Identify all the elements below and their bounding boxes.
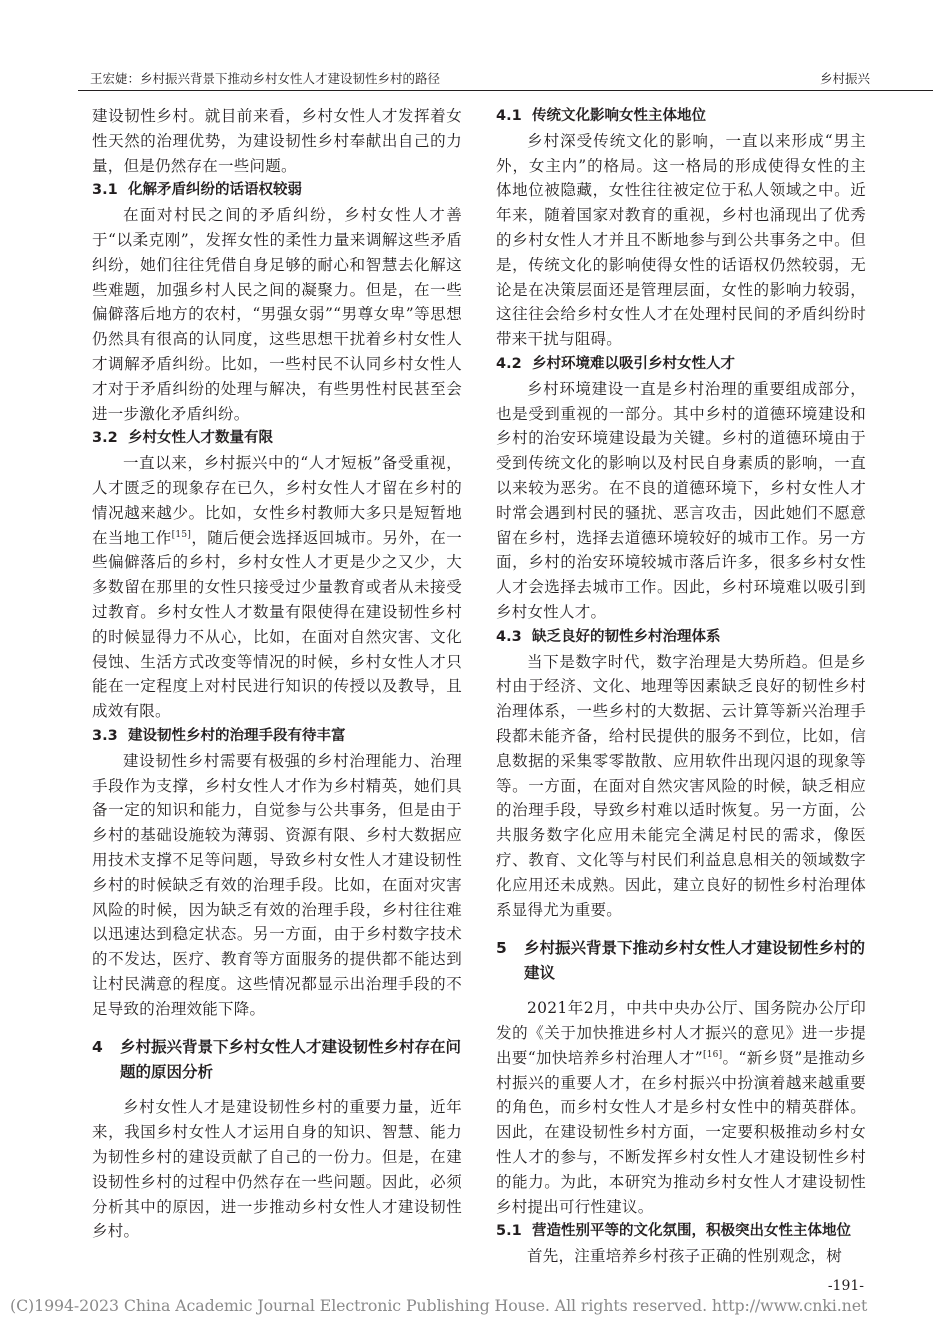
- section-number: 5.1: [496, 1223, 522, 1240]
- section-title: 建设韧性乡村的治理手段有待丰富: [128, 727, 346, 744]
- header-rule: [78, 90, 933, 91]
- paragraph-text: 一直以来，乡村振兴中的“人才短板”备受重视，人才匮乏的现象存在已久，乡村女性人才留在乡村的情况越来越少。比如，女性乡村教师大多只是短暂地在当地工作: [92, 454, 462, 547]
- section-3-3-paragraph: 建设韧性乡村需要有极强的乡村治理能力、治理手段作为支撑，乡村女性人才作为乡村精英，她们具备一定的知识和能力，自觉参与公共事务，但是由于乡村的基础设施较为薄弱、资源有限、乡村大数据应用技术支撑不足等问题，导致乡村女性人才建设韧性乡村的时候缺乏有效的治理手段。比如，在面对灾害风险的时候，因为缺乏有效的治理手段，乡村往往难以迅速达到稳定状态。另一方面，由于乡村数字技术的不发达，医疗、教育等方面服务的提供都不能达到让村民满意的程度。这些情况都显示出治理手段的不足导致的治理效能下降。: [92, 751, 462, 1018]
- paragraph-text: ，随后便会选择返回城市。另外，在一些偏僻落后的乡村，乡村女性人才更是少之又少，大多数留在那里的女性只接受过少量教育或者从未接受过教育。乡村女性人才数量有限使得在建设韧性乡村的时候显得力不从心，比如，在面对自然灾害、文化侵蚀、生活方式改变等情况的时候，乡村女性人才只能在一定程度上对村民进行知识的传授以及教导，且成效有限。: [92, 528, 462, 721]
- section-4-1-paragraph: 乡村深受传统文化的影响，一直以来形成“男主外，女主内”的格局。这一格局的形成使得女性的主体地位被隐藏，女性往往被定位于私人领域之中。近年来，随着国家对教育的重视，乡村也涌现出了优秀的乡村女性人才并且不断地参与到公共事务之中。但是，传统文化的影响使得女性的话语权仍然较弱，无论是在决策层面还是管理层面，女性的影响力较弱，这往往会给乡村女性人才在处理村民间的矛盾纠纷时带来干扰与阻碍。: [496, 131, 866, 349]
- section-number: 4: [92, 1038, 103, 1057]
- section-3-1-heading: [92, 178, 462, 203]
- citation-15: [15]: [171, 529, 192, 540]
- section-number: 5: [496, 939, 507, 958]
- paragraph-text: 。“新乡贤”是推动乡村振兴的重要人才，在乡村振兴中扮演着越来越重要的角色，而乡村女性人才是乡村女性中的精英群体。因此，在建设韧性乡村方面，一定要积极推动乡村女性人才的参与，不断发挥乡村女性人才建设韧性乡村的能力。为此，本研究为推动乡村女性人才建设韧性乡村提出可行性建议。: [496, 1048, 866, 1216]
- section-4-2-heading: [496, 352, 866, 377]
- intro-paragraph: 建设韧性乡村。就目前来看，乡村女性人才发挥着女性天然的治理优势，为建设韧性乡村奉献出自己的力量，但是仍然存在一些问题。: [92, 107, 462, 175]
- section-number: 3.2: [92, 430, 118, 447]
- section-4-paragraph: 乡村女性人才是建设韧性乡村的重要力量，近年来，我国乡村女性人才运用自身的知识、智慧、能力为韧性乡村的建设贡献了自己的一份力。但是，在建设韧性乡村的过程中仍然存在一些问题。因此，必须分析其中的原因，进一步推动乡村女性人才建设韧性乡村。: [92, 1098, 462, 1241]
- section-5-paragraph: [496, 996, 866, 1219]
- running-header: [90, 64, 870, 88]
- section-title: 乡村振兴背景下乡村女性人才建设韧性乡村存在问题的原因分析: [120, 1038, 462, 1082]
- section-number: 3.3: [92, 727, 118, 744]
- copyright-watermark: (C)1994-2023 China Academic Journal Electronic Publishing House. All rights reserved. http://www.cnki.net: [10, 1296, 868, 1315]
- section-3-3-heading: [92, 724, 462, 749]
- section-5-1-paragraph: 首先，注重培养乡村孩子正确的性别观念，树: [527, 1247, 843, 1266]
- section-title: 营造性别平等的文化氛围，积极突出女性主体地位: [532, 1223, 851, 1240]
- section-4-heading: [92, 1035, 462, 1085]
- section-title: 乡村环境难以吸引乡村女性人才: [532, 355, 735, 372]
- section-title: 传统文化影响女性主体地位: [532, 108, 706, 124]
- header-section-name: 乡村振兴: [819, 71, 870, 86]
- paragraph-text: 2021年2月，中共中央办公厅、国务院办公厅印发的《关于加快推进乡村人才振兴的意见》进一步提出要“加快培养乡村治理人才”: [496, 999, 866, 1067]
- section-number: 4.2: [496, 355, 522, 372]
- section-title: 缺乏良好的韧性乡村治理体系: [532, 628, 721, 645]
- section-4-2-paragraph: 乡村环境建设一直是乡村治理的重要组成部分，也是受到重视的一部分。其中乡村的道德环境建设和乡村的治安环境建设最为关键。乡村的道德环境由于受到传统文化的影响以及村民自身素质的影响，一直以来较为恶劣。在不良的道德环境下，乡村女性人才时常会遇到村民的骚扰、恶言攻击，因此她们不愿意留在乡村，选择去道德环境较好的城市工作。另一方面，乡村的治安环境较城市落后许多，很多乡村女性人才会选择去城市工作。因此，乡村环境难以吸引到乡村女性人才。: [496, 379, 866, 621]
- citation-16: [16]: [702, 1049, 723, 1060]
- right-column: [496, 104, 866, 1269]
- left-column: [92, 104, 462, 1244]
- section-number: 3.1: [92, 182, 118, 199]
- section-number: 4.1: [496, 108, 522, 124]
- section-4-1-heading: [496, 104, 866, 129]
- section-5-1-heading: [496, 1219, 866, 1244]
- section-title: 乡村振兴背景下推动乡村女性人才建设韧性乡村的建议: [524, 939, 866, 983]
- section-3-1-paragraph: 在面对村民之间的矛盾纠纷，乡村女性人才善于“以柔克刚”，发挥女性的柔性力量来调解这些矛盾纠纷，她们往往凭借自身足够的耐心和智慧去化解这些难题，加强乡村人民之间的凝聚力。但是，在一些偏僻落后地方的农村，“男强女弱”“男尊女卑”等思想仍然具有很高的认同度，这些思想干扰着乡村女性人才调解矛盾纠纷。比如，一些村民不认同乡村女性人才对于矛盾纠纷的处理与解决，有些男性村民甚至会进一步激化矛盾纠纷。: [92, 206, 462, 423]
- section-title: 化解矛盾纠纷的话语权较弱: [128, 182, 302, 199]
- page-number: -191-: [827, 1278, 864, 1294]
- section-3-2-paragraph: [92, 451, 462, 724]
- header-article-title: 王宏婕：乡村振兴背景下推动乡村女性人才建设韧性乡村的路径: [90, 71, 441, 86]
- section-number: 4.3: [496, 628, 522, 645]
- section-3-2-heading: [92, 426, 462, 451]
- section-4-3-paragraph: 当下是数字时代，数字治理是大势所趋。但是乡村由于经济、文化、地理等因素缺乏良好的韧性乡村治理体系，一些乡村的大数据、云计算等新兴治理手段都未能齐备，给村民提供的服务不到位，比如，信息数据的采集零零散散、应用软件出现闪退的现象等等。一方面，在面对自然灾害风险的时候，缺乏相应的治理手段，导致乡村难以适时恢复。另一方面，公共服务数字化应用未能完全满足村民的需求，像医疗、教育、文化等与村民们利益息息相关的领域数字化应用还未成熟。因此，建立良好的韧性乡村治理体系显得尤为重要。: [496, 652, 866, 919]
- section-4-3-heading: [496, 625, 866, 650]
- section-5-heading: [496, 936, 866, 986]
- section-title: 乡村女性人才数量有限: [128, 430, 273, 447]
